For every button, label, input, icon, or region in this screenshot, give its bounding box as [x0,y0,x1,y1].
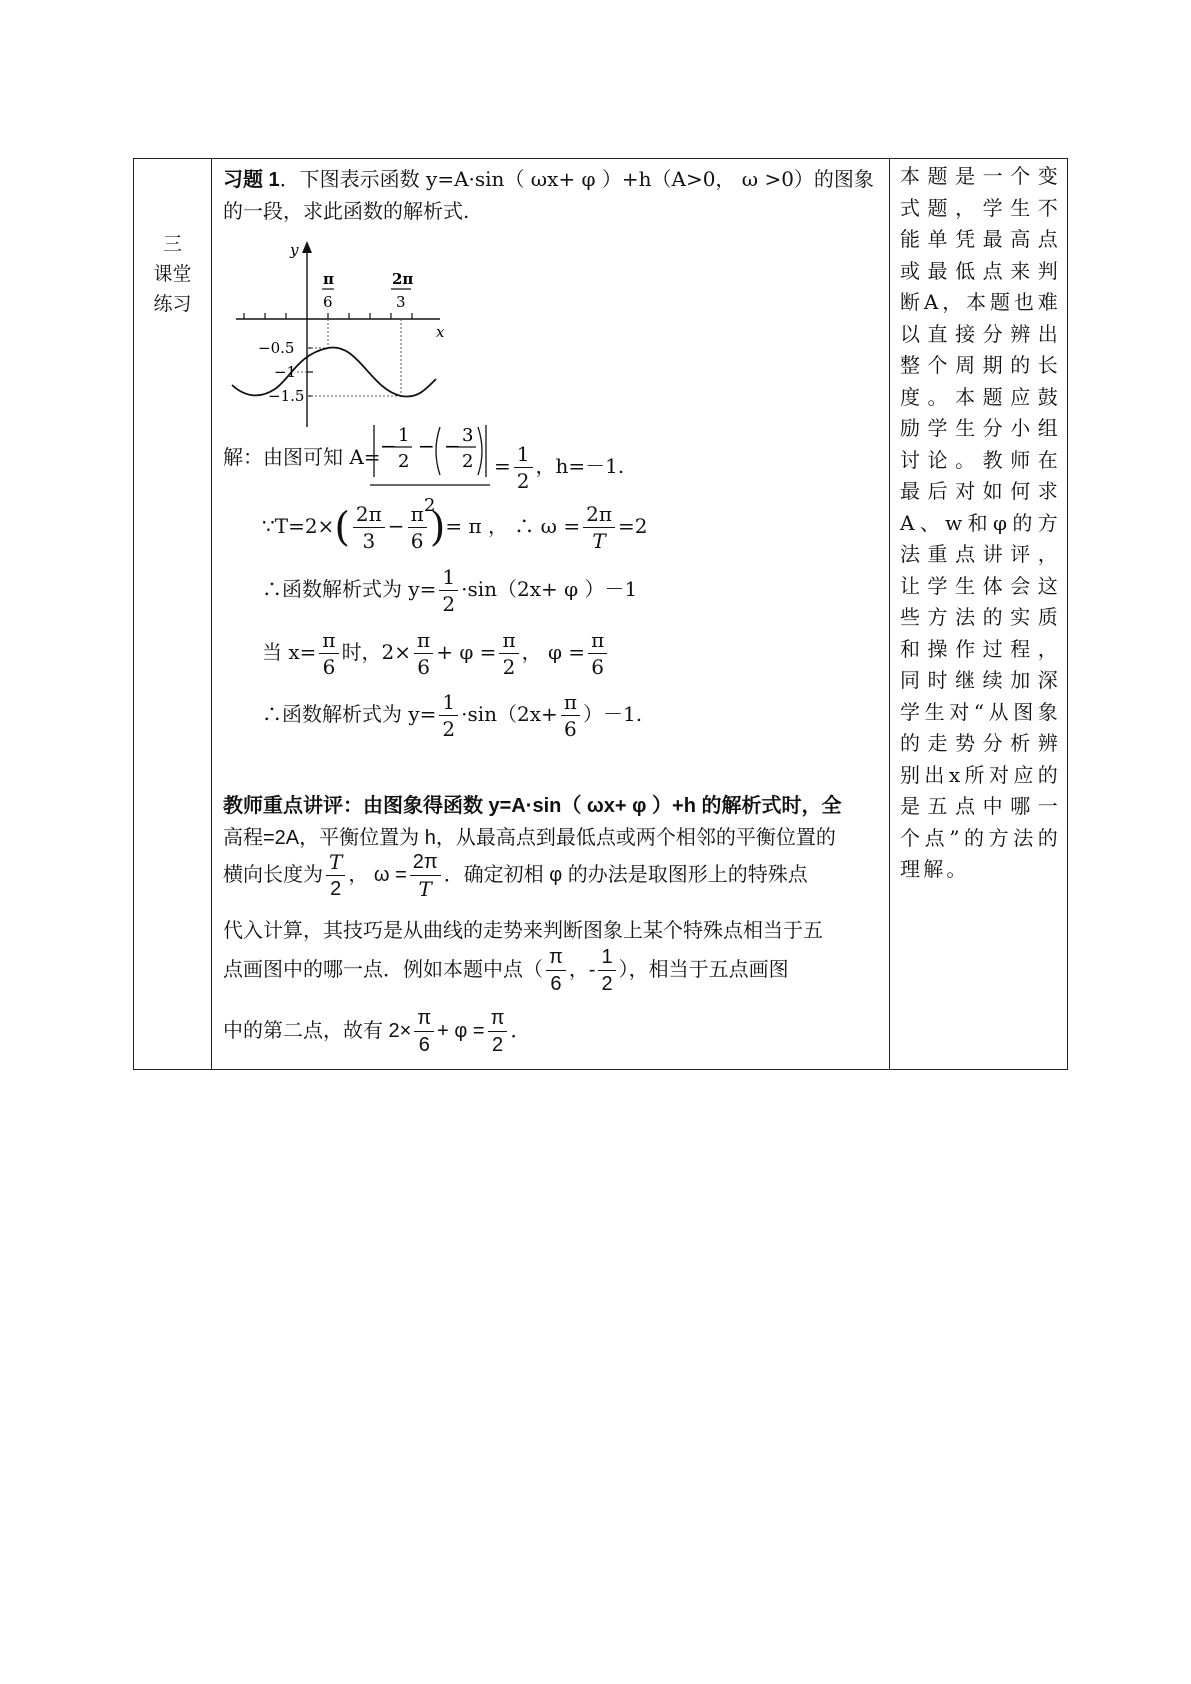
note-cell [890,159,1068,1070]
s3-num: 1 [439,564,458,591]
svg-text:−: − [444,434,461,458]
s3-den: 2 [442,592,456,616]
c6-suffix: ． [510,1019,531,1042]
c6-mid: + φ = [437,1019,485,1042]
exercise-line-1 [223,163,874,192]
s3-frac [439,564,458,617]
c6-b-num: π [488,1005,508,1032]
tick-2pi3-num: 2π [392,270,414,288]
exercise-label: 习题 1 [223,169,280,191]
s1-den: 2 [424,495,436,516]
s3-suffix: ·sin（2x+ φ ）－1 [461,577,638,601]
s4-c-num: π [499,627,518,654]
c6-b-den: 2 [491,1034,504,1056]
s3-prefix: ∴函数解析式为 y= [262,577,437,601]
tick-2pi3-den: 3 [396,293,406,311]
x-ticks [244,313,412,319]
svg-text:−: − [380,434,397,458]
lesson-table [133,158,1068,1070]
s1-suffix: ，h=－1. [535,454,625,478]
c3-b-num: 2π [410,849,441,876]
c3-frac-a [326,849,345,902]
c3-frac-b [410,849,441,902]
section-cell [134,159,212,1070]
exercise-line-2: 的一段，求此函数的解析式. [223,199,470,223]
y-axis-arrow [302,241,312,253]
c5-a-num: π [546,944,566,971]
lesson-table-wrapper [133,158,1066,1068]
s2-a-num: 2π [353,501,385,528]
c6-frac-b [488,1005,508,1058]
c5-a-den: 6 [550,973,562,995]
c6-a-den: 6 [418,1034,430,1056]
x-axis-label: x [436,323,445,341]
s2-a-den: 3 [362,529,376,553]
section-number: 三 [162,233,182,255]
s2-c-den: T [592,529,606,553]
s2-frac-a [353,501,385,554]
s5-frac-a [439,689,458,742]
s1-den-b: 2 [462,451,474,472]
commentary-line-2: 高程=2A，平衡位置为 h，从最高点到最低点或两个相邻的平衡位置的 [223,827,836,849]
c5-b-den: 2 [601,973,613,995]
s2-frac-c [583,501,615,554]
s1-half-num: 1 [514,441,533,468]
s4-a-den: 6 [322,655,336,679]
s4-prefix: 当 x= [262,640,317,664]
s5-mid: ·sin（2x+ [461,702,558,726]
section-title: 课堂练习 [153,263,192,315]
s5-b-num: π [561,689,580,716]
c3-a-num: T [326,849,345,876]
tick-pi6-den: 6 [323,293,333,311]
c6-prefix: 中的第二点，故有 2× [223,1019,412,1042]
svg-text:−: − [418,434,435,458]
exercise-text-1: ．下图表示函数 y=A·sin（ ωx+ φ ）+h（A>0， ω >0）的图象 [279,167,874,191]
y-tick-label-1: −0.5 [258,339,295,357]
c3-mid: ， ω = [348,863,407,886]
c5-frac-b [598,944,615,997]
commentary-line-5 [223,944,789,997]
s1-half [514,441,533,494]
c3-a-den: 2 [330,878,342,900]
s2-frac-b [408,501,427,554]
s2-b-num: π [408,501,427,528]
tick-pi6-num: π [323,270,334,288]
s5-frac-b [561,689,580,742]
sine-graph [230,239,450,429]
c3-b-den: T [418,877,432,901]
c6-a-num: π [414,1005,434,1032]
s4-frac-a [319,627,338,680]
c3-prefix: 横向长度为 [223,863,323,886]
s5-b-den: 6 [564,717,577,741]
s2-b-den: 6 [410,529,424,553]
s1-half-den: 2 [516,469,530,493]
s4-mid1: 时，2× [341,640,412,664]
s2-suffix: =2 [617,514,648,538]
s5-num: 1 [439,689,458,716]
solution-line-1 [223,441,381,507]
c5-b-num: 1 [598,944,615,971]
s4-b-num: π [414,627,433,654]
commentary-line-6 [223,1005,530,1058]
c5-frac-a [546,944,566,997]
commentary-line-4: 代入计算，其技巧是从曲线的走势来判断图象上某个特殊点相当于五 [223,920,823,942]
guide-lines [296,319,401,396]
c5-suffix: ），相当于五点画图 [618,958,789,981]
s4-mid2: + φ = [436,640,497,664]
s4-frac-c [499,627,518,680]
s2-c-num: 2π [583,501,615,528]
s1-den-a: 2 [398,451,410,472]
s4-c-den: 2 [502,655,516,679]
s1-result [494,441,624,494]
s4-a-num: π [319,627,338,654]
commentary-text-1: 教师重点讲评：由图象得函数 y=A·sin（ ωx+ φ ）+h 的解析式时，全 [223,795,842,817]
c3-suffix: ．确定初相 φ 的办法是取图形上的特殊点 [443,863,808,886]
c6-frac-a [414,1005,434,1058]
s5-suffix: ）－1. [582,702,643,726]
c5-mid: ，- [568,958,596,981]
s5-den: 2 [442,717,456,741]
commentary-line-1 [223,789,842,818]
s1-eq: = [494,454,511,478]
s4-mid3: ， φ = [521,640,586,664]
s2-mid: = π ， ∴ ω = [445,514,581,538]
s4-d-num: π [588,627,607,654]
s4-frac-b [414,627,433,680]
s2-prefix: ∵T=2× [262,514,335,538]
s1-num-a: 1 [398,425,410,446]
solution-line-2: ∵T=2×( $\frac{2\pi}{3}$ − $\frac{\pi}{6}$ )= π ， ∴ ω = $\frac{2\pi}{T}$ =2 [262,502,648,553]
commentary-line-3 [223,849,808,902]
s4-d-den: 6 [591,655,605,679]
s1-prefix: 解：由图可知 A= [223,445,381,469]
s4-frac-d [588,627,607,680]
solution-line-3 [262,564,637,617]
y-tick-label-3: −1.5 [268,387,305,405]
s5-prefix: ∴函数解析式为 y= [262,702,437,726]
c5-prefix: 点画图中的哪一点．例如本题中点（ [223,958,543,981]
s1-num-b: 3 [462,425,474,446]
s4-b-den: 6 [417,655,430,679]
solution-line-5 [262,689,642,742]
y-tick-label-2: −1 [274,363,297,381]
y-axis-label: y [290,241,299,259]
solution-line-4 [262,627,610,680]
teaching-note: 本题是一个变式题，学生不能单凭最高点或最低点来判断A，本题也难以直接分辨出整个周期的长度。本题应鼓励学生分小组讨论。教师在最后对如何求A、w和φ的方法重点讲评，让学生体会这些方法的实质和操作过程，同时继续加深学生对“从图象的走势分析辨别出x所对应的是五点中哪一个点”的方法的理解。 [900,164,1061,881]
content-cell [212,159,890,1070]
